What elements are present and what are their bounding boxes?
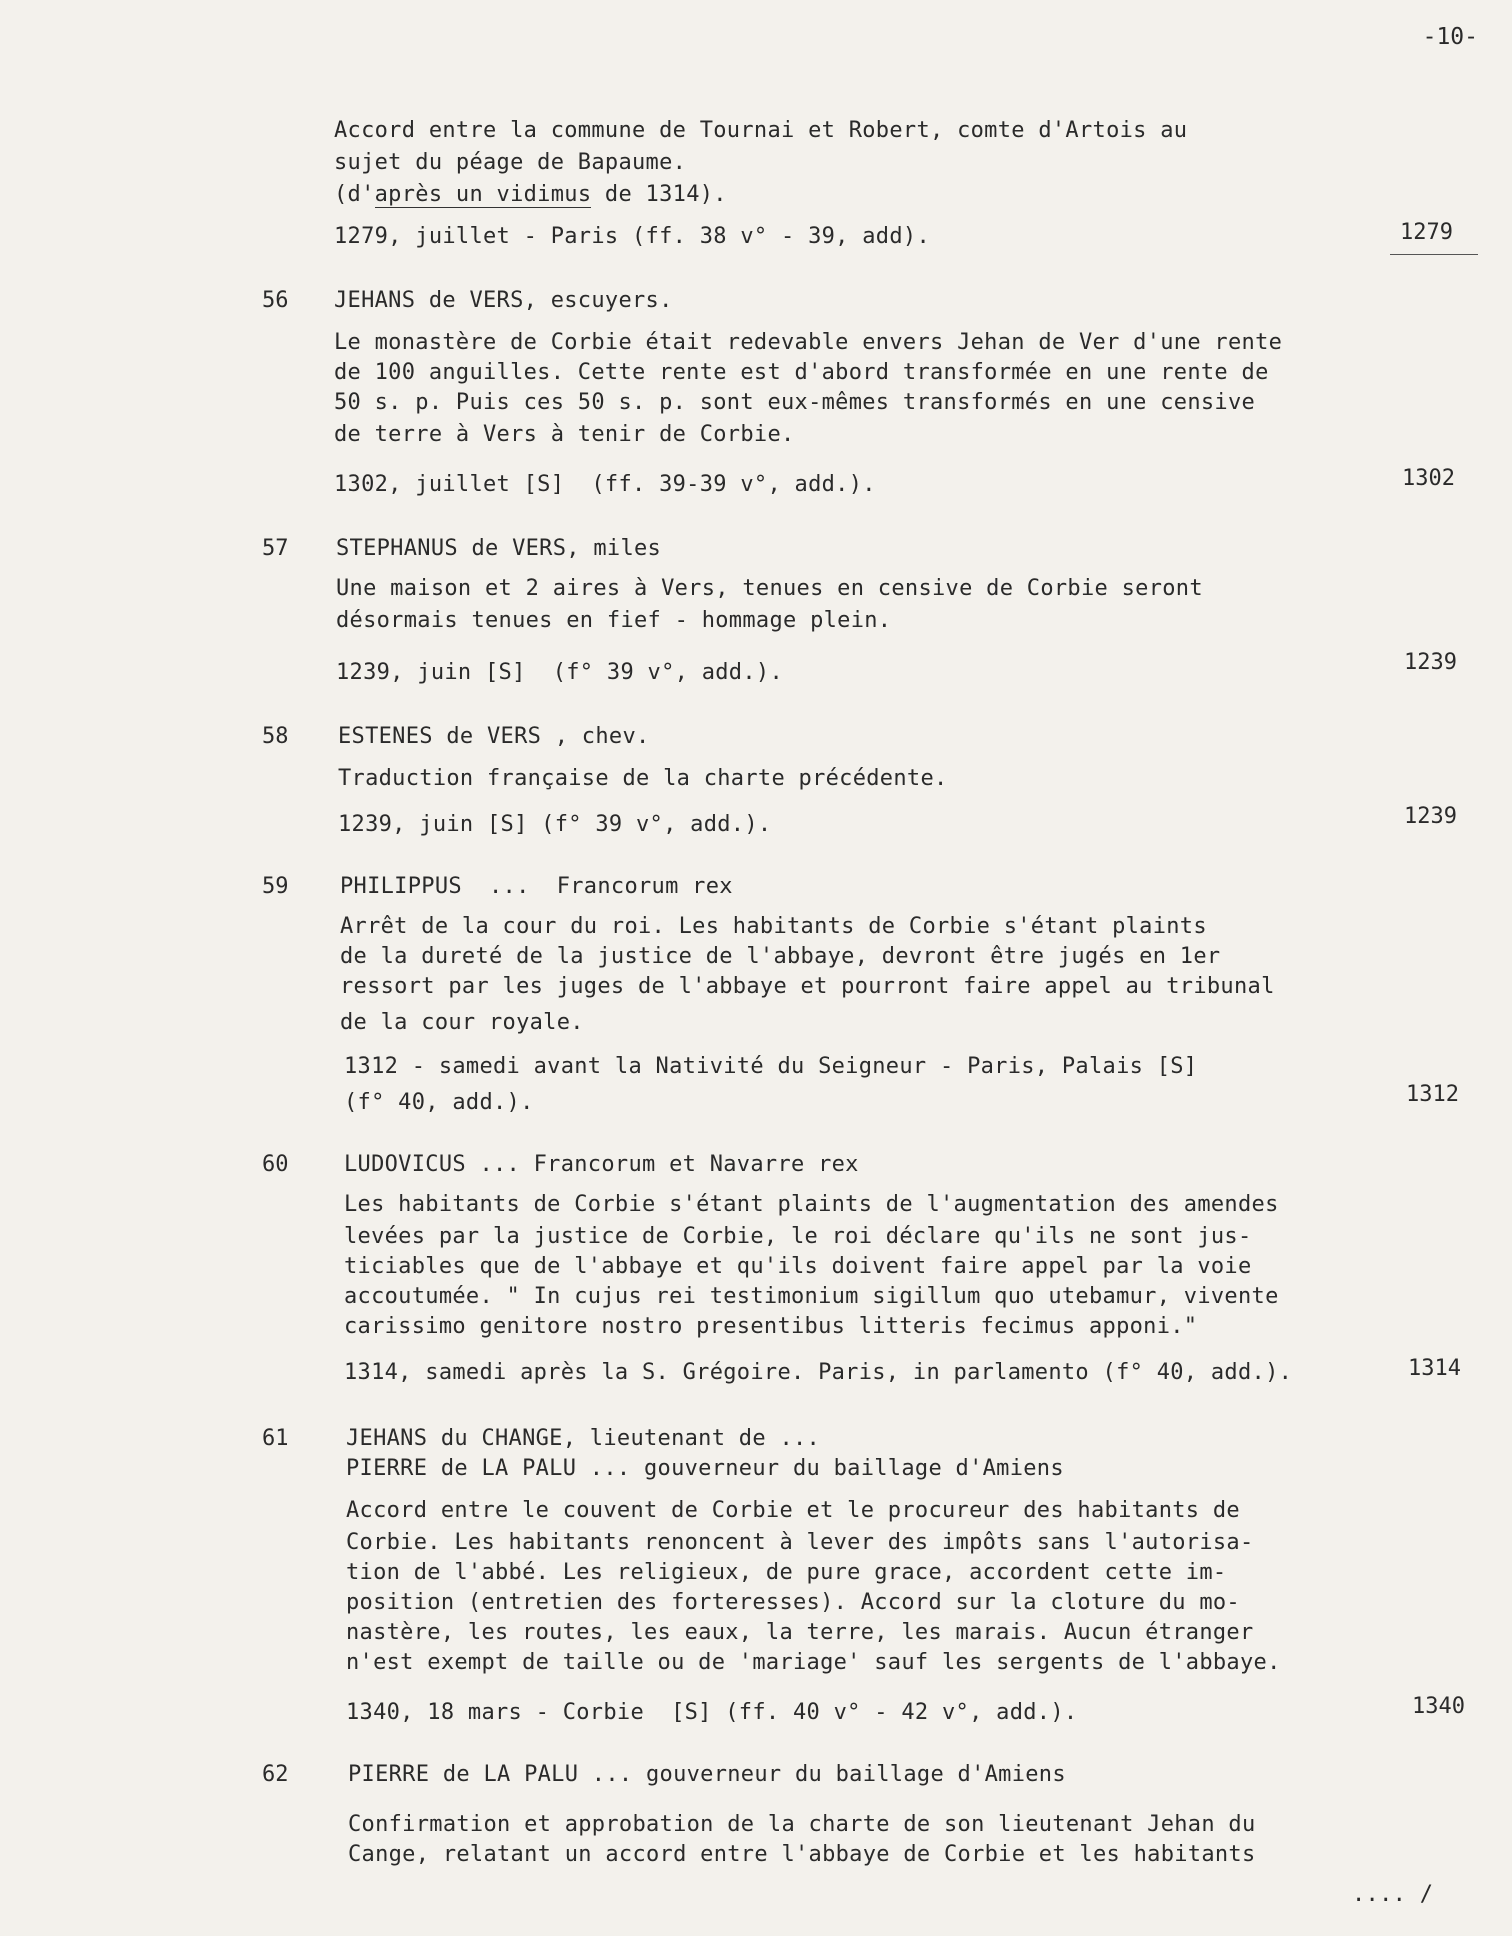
- entry-text-line: ressort par les juges de l'abbaye et pourront faire appel au tribunal: [340, 974, 1275, 999]
- entry-heading: STEPHANUS de VERS, miles: [336, 536, 662, 561]
- entry-number: 57: [262, 536, 289, 561]
- entry-heading: JEHANS du CHANGE, lieutenant de ...: [346, 1426, 821, 1451]
- entry-year: 1239: [1404, 804, 1457, 829]
- entry-date-line: (f° 40, add.).: [344, 1090, 534, 1115]
- entry-text-line: de la dureté de la justice de l'abbaye, devront être jugés en 1er: [340, 944, 1221, 969]
- entry-text-line: tion de l'abbé. Les religieux, de pure grace, accordent cette im-: [346, 1560, 1227, 1585]
- entry-year: 1239: [1404, 650, 1457, 675]
- entry-number: 62: [262, 1762, 289, 1787]
- entry-text-line: ticiables que de l'abbaye et qu'ils doivent faire appel par la voie: [344, 1254, 1252, 1279]
- note-prefix: (d': [334, 182, 375, 207]
- entry-text-line: position (entretien des forteresses). Accord sur la cloture du mo-: [346, 1590, 1240, 1615]
- entry-text-line: sujet du péage de Bapaume.: [334, 150, 687, 175]
- year-underline: [1390, 254, 1478, 255]
- entry-number: 59: [262, 874, 289, 899]
- entry-date-line: 1279, juillet - Paris (ff. 38 v° - 39, add).: [334, 224, 930, 249]
- entry-date-line: 1302, juillet [S] (ff. 39-39 v°, add.).: [334, 472, 876, 497]
- entry-text-line: de terre à Vers à tenir de Corbie.: [334, 422, 795, 447]
- entry-text-line: accoutumée. " In cujus rei testimonium sigillum quo utebamur, vivente: [344, 1284, 1279, 1309]
- entry-year: 1302: [1402, 466, 1455, 491]
- entry-text-line: Les habitants de Corbie s'étant plaints de l'augmentation des amendes: [344, 1192, 1279, 1217]
- entry-year: 1340: [1412, 1694, 1465, 1719]
- entry-number: 58: [262, 724, 289, 749]
- note-suffix: de 1314).: [591, 182, 727, 207]
- entry-heading: PIERRE de LA PALU ... gouverneur du baillage d'Amiens: [348, 1762, 1066, 1787]
- entry-date-line: 1239, juin [S] (f° 39 v°, add.).: [338, 812, 772, 837]
- entry-text-line: Confirmation et approbation de la charte de son lieutenant Jehan du: [348, 1812, 1256, 1837]
- entry-text-line: Cange, relatant un accord entre l'abbaye de Corbie et les habitants: [348, 1842, 1256, 1867]
- entry-year: 1312: [1406, 1082, 1459, 1107]
- entry-heading: PIERRE de LA PALU ... gouverneur du baillage d'Amiens: [346, 1456, 1064, 1481]
- entry-number: 60: [262, 1152, 289, 1177]
- entry-text-line: 50 s. p. Puis ces 50 s. p. sont eux-mêmes transformés en une censive: [334, 390, 1256, 415]
- entry-year: 1279: [1400, 220, 1453, 245]
- entry-date-line: 1312 - samedi avant la Nativité du Seigneur - Paris, Palais [S]: [344, 1054, 1198, 1079]
- entry-text-line: nastère, les routes, les eaux, la terre, les marais. Aucun étranger: [346, 1620, 1254, 1645]
- entry-text-line: n'est exempt de taille ou de 'mariage' sauf les sergents de l'abbaye.: [346, 1650, 1281, 1675]
- entry-text-line: Traduction française de la charte précédente.: [338, 766, 948, 791]
- entry-note-line: [334, 182, 727, 207]
- note-underlined: après un vidimus: [374, 182, 592, 207]
- entry-text-line: Corbie. Les habitants renoncent à lever des impôts sans l'autorisa-: [346, 1530, 1254, 1555]
- entry-heading: LUDOVICUS ... Francorum et Navarre rex: [344, 1152, 859, 1177]
- entry-text-line: désormais tenues en fief - hommage plein.: [336, 608, 892, 633]
- entry-text-line: carissimo genitore nostro presentibus litteris fecimus apponi.": [344, 1314, 1198, 1339]
- entry-date-line: 1314, samedi après la S. Grégoire. Paris, in parlamento (f° 40, add.).: [344, 1360, 1293, 1385]
- entry-year: 1314: [1408, 1356, 1461, 1381]
- page-number: -10-: [1422, 24, 1478, 50]
- entry-date-line: 1239, juin [S] (f° 39 v°, add.).: [336, 660, 783, 685]
- entry-heading: PHILIPPUS ... Francorum rex: [340, 874, 733, 899]
- entry-text-line: Arrêt de la cour du roi. Les habitants de Corbie s'étant plaints: [340, 914, 1207, 939]
- entry-text-line: Accord entre la commune de Tournai et Robert, comte d'Artois au: [334, 118, 1188, 143]
- entry-text-line: de 100 anguilles. Cette rente est d'abord transformée en une rente de: [334, 360, 1269, 385]
- entry-heading: JEHANS de VERS, escuyers.: [334, 288, 673, 313]
- entry-date-line: 1340, 18 mars - Corbie [S] (ff. 40 v° - 42 v°, add.).: [346, 1700, 1078, 1725]
- entry-number: 56: [262, 288, 289, 313]
- entry-number: 61: [262, 1426, 289, 1451]
- entry-text-line: de la cour royale.: [340, 1010, 584, 1035]
- entry-heading: ESTENES de VERS , chev.: [338, 724, 650, 749]
- entry-text-line: Une maison et 2 aires à Vers, tenues en censive de Corbie seront: [336, 576, 1203, 601]
- continuation-mark: .... /: [1352, 1882, 1434, 1907]
- entry-text-line: Accord entre le couvent de Corbie et le procureur des habitants de: [346, 1498, 1240, 1523]
- entry-text-line: levées par la justice de Corbie, le roi déclare qu'ils ne sont jus-: [344, 1224, 1252, 1249]
- entry-text-line: Le monastère de Corbie était redevable envers Jehan de Ver d'une rente: [334, 330, 1283, 355]
